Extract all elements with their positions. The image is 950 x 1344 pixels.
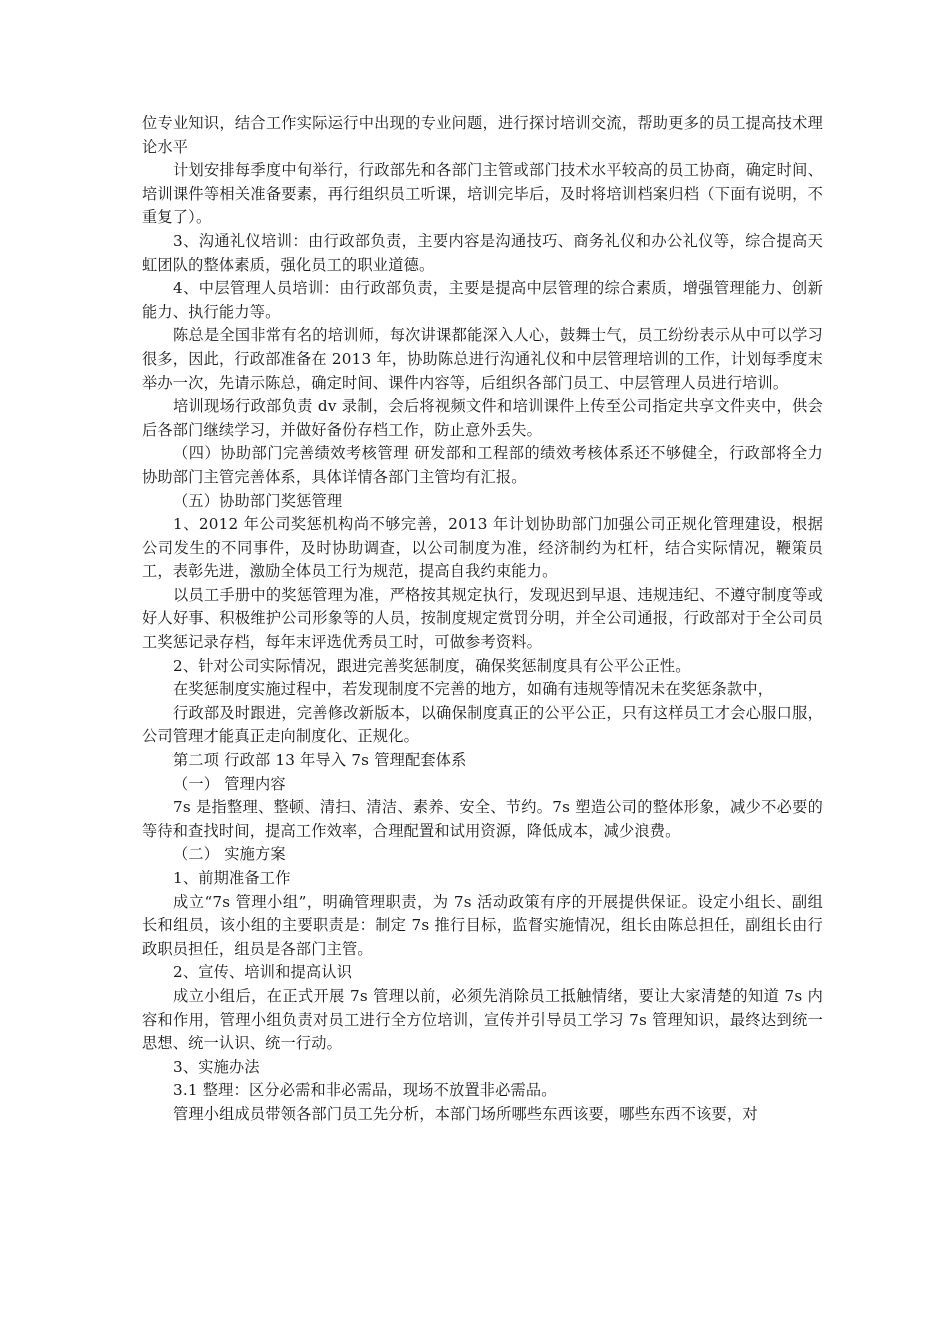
subsection-heading: 1、前期准备工作 [173, 869, 291, 887]
paragraph: 以员工手册中的奖惩管理为准，严格按其规定执行，发现迟到早退、违规违纪、不遵守制度等或好人好事、积极维护公司形象等的人员，按制度规定赏罚分明，并全公司通报，行政部对于全公司员工奖惩记录存档，每年末评选优秀员工时，可做参考资料。 [142, 585, 823, 652]
paragraph: 行政部及时跟进，完善修改新版本，以确保制度真正的公平公正，只有这样员工才会心服口服，公司管理才能真正走向制度化、正规化。 [142, 703, 823, 746]
paragraph: 4、中层管理人员培训：由行政部负责，主要是提高中层管理的综合素质，增强管理能力、创新能力、执行能力等。 [142, 279, 823, 321]
paragraph: 在奖惩制度实施过程中，若发现制度不完善的地方，如确有违规等情况未在奖惩条款中， [173, 680, 774, 699]
paragraph: 成立“7s 管理小组”，明确管理职责，为 7s 活动政策有序的开展提供保证。设定小组长、副组长和组员，该小组的主要职责是：制定 7s 推行目标，监督实施情况，组长由陈总担任，副组长由行政职员担任，组员是各部门主管。 [142, 892, 823, 958]
paragraph: 7s 是指整理、整顿、清扫、清洁、素养、安全、节约。7s 塑造公司的整体形象，减少不必要的等待和查找时间，提高工作效率，合理配置和试用资源，降低成本，减少浪费。 [142, 798, 823, 840]
paragraph: 3、沟通礼仪培训：由行政部负责，主要内容是沟通技巧、商务礼仪和办公礼仪等，综合提高天虹团队的整体素质，强化员工的职业道德。 [142, 231, 823, 274]
paragraph: 陈总是全国非常有名的培训师，每次讲课都能深入人心，鼓舞士气，员工纷纷表示从中可以学习很多，因此，行政部准备在 2013 年，协助陈总进行沟通礼仪和中层管理培训的工作，计划每季度末举办一次，先请示陈总，确定时间、课件内容等，后组织各部门员工、中层管理人员进行培训。 [142, 326, 823, 392]
section-heading: （五）协助部门奖惩管理 [173, 491, 343, 510]
paragraph: 培训现场行政部负责 dv 录制，会后将视频文件和培训课件上传至公司指定共享文件夹中，供会后各部门继续学习，并做好备份存档工作，防止意外丢失。 [142, 397, 823, 439]
paragraph: 位专业知识，结合工作实际运行中出现的专业问题，进行探讨培训交流，帮助更多的员工提高技术理论水平 [142, 114, 823, 156]
section-heading: （四）协助部门完善绩效考核管理 研发部和工程部的绩效考核体系还不够健全，行政部将全力协助部门主管完善体系，具体详情各部门主管均有汇报。 [142, 444, 823, 486]
subsection-heading: 2、宣传、培训和提高认识 [173, 963, 353, 982]
paragraph: 管理小组成员带领各部门员工先分析，本部门场所哪些东西该要，哪些东西不该要，对 [173, 1104, 758, 1123]
section-heading: （二） 实施方案 [173, 845, 286, 864]
paragraph: 1、2012 年公司奖惩机构尚不够完善，2013 年计划协助部门加强公司正规化管理建设，根据公司发生的不同事件，及时协助调查，以公司制度为准，经济制约为杠杆，结合实际情况，鞭策员工，表彰先进，激励全体员工行为规范，提高自我约束能力。 [142, 515, 823, 581]
section-heading: （一） 管理内容 [173, 774, 286, 793]
paragraph: 计划安排每季度中旬举行，行政部先和各部门主管或部门技术水平较高的员工协商，确定时间、培训课件等相关准备要素，再行组织员工听课，培训完毕后，及时将培训档案归档（下面有说明，不重复了）。 [142, 161, 823, 227]
paragraph: 2、针对公司实际情况，跟进完善奖惩制度，确保奖惩制度具有公平公正性。 [173, 656, 691, 675]
paragraph: 3.1 整理：区分必需和非必需品，现场不放置非必需品。 [173, 1081, 557, 1100]
paragraph: 成立小组后，在正式开展 7s 管理以前，必须先消除员工抵触情绪，要让大家清楚的知道 7s 内容和作用，管理小组负责对员工进行全方位培训，宣传并引导员工学习 7s 管理知识，最终达到统一思想、统一认识、统一行动。 [142, 986, 823, 1053]
section-heading: 第二项 行政部 13 年导入 7s 管理配套体系 [173, 751, 467, 770]
document-page [142, 112, 823, 1127]
subsection-heading: 3、实施办法 [173, 1057, 260, 1076]
